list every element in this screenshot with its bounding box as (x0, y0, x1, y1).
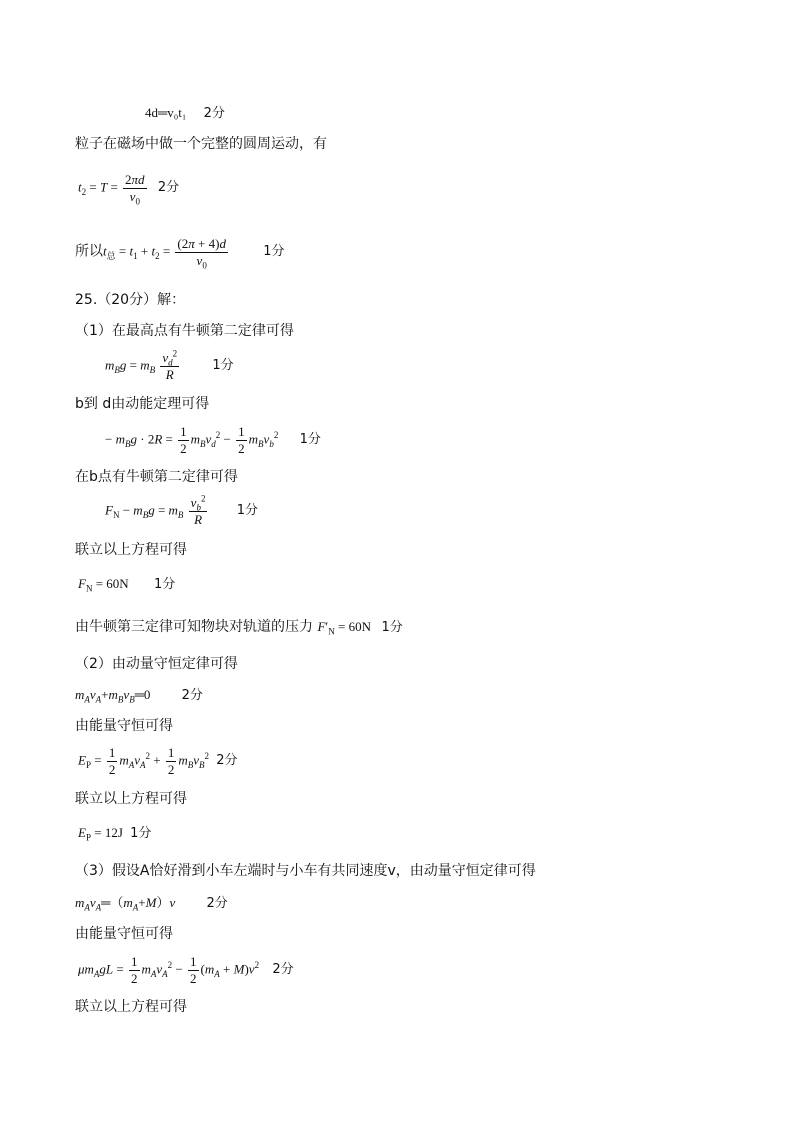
equation-ep-result: $E_P = 12J$ 1分 (78, 825, 152, 843)
text: 由牛顿第三定律可知物块对轨道的压力 (75, 619, 313, 635)
score: 2分 (157, 180, 180, 196)
section-heading: 25.（20分）解： (75, 292, 186, 308)
equation-text: 4d═v₀t₁ (145, 105, 187, 120)
equation-4d-v0t1 (145, 104, 225, 123)
text-line: （1）在最高点有牛顿第二定律可得 (75, 323, 294, 339)
score: 1分 (236, 503, 258, 519)
fraction: $\frac{v_b^2}{R}$ (190, 493, 206, 527)
text-line: （2）由动量守恒定律可得 (75, 656, 238, 672)
score: 1分 (153, 577, 176, 592)
fraction: $\frac{1}{2}$ (238, 424, 245, 456)
value: 12J (104, 825, 123, 840)
score: 2分 (203, 106, 225, 121)
equation-fn-result: $F_N = 60N$ 1分 (78, 576, 176, 594)
fraction: $\frac{1}{2}$ (131, 954, 138, 986)
fraction: $\frac{2\pi d}{v_0}$ (125, 172, 145, 207)
score: 1分 (212, 358, 234, 374)
score: 1分 (130, 826, 152, 841)
text-prefix: 所以 (75, 243, 103, 260)
equation-energy-ep: $E_P$ = $\frac{1}{2}$ $m_Av_A^2$ + $\frac{1}{2}$ $m_Bv_B^2$ 2分 (78, 745, 238, 777)
score: 1分 (299, 432, 321, 448)
equation-t-total: 所以$t_总 = t_1 + t_2$ = $\frac{(2\pi + 4)d}{v_0}$ 1分 (75, 236, 285, 271)
score: 2分 (206, 896, 228, 911)
text-line: （3）假设A恰好滑到小车左端时与小车有共同速度v，由动量守恒定律可得 (75, 863, 536, 879)
fraction: $\frac{1}{2}$ (108, 745, 116, 777)
text-line: 联立以上方程可得 (75, 999, 187, 1015)
equation-friction-energy: $\mu m_AgL$ = $\frac{1}{2}$ $m_Av_A^2$ − $\frac{1}{2}$ $(m_A + M)v^2$ 2分 (78, 954, 294, 986)
fraction: $\frac{1}{2}$ (167, 745, 175, 777)
score: 2分 (216, 753, 238, 769)
fraction: $\frac{1}{2}$ (180, 424, 187, 456)
equation-top-point: $m_Bg = m_B$ $\frac{v_d^2}{R}$ 1分 (105, 348, 234, 382)
fraction: $\frac{v_d^2}{R}$ (162, 348, 178, 382)
equation-t2: $t_2 = T$ = $\frac{2\pi d}{v_0}$ 2分 (78, 172, 180, 207)
equation-momentum-1: $m_Av_A+m_Bv_B═0$ 2分 (75, 687, 203, 705)
score: 1分 (263, 244, 285, 260)
score: 2分 (181, 688, 203, 703)
text-line: 粒子在磁场中做一个完整的圆周运动，有 (75, 136, 327, 152)
text-line: 由能量守恒可得 (75, 718, 173, 734)
value: 60N (106, 576, 129, 591)
score: 2分 (272, 962, 294, 978)
fraction: $\frac{1}{2}$ (190, 954, 197, 986)
fraction: $\frac{(2\pi + 4)d}{v_0}$ (177, 236, 226, 271)
value: 60N (348, 619, 371, 634)
equation-energy-bd: − $m_Bg \cdot 2R$ = $\frac{1}{2}$ $m_Bv_d^2$ − $\frac{1}{2}$ $m_Bv_b^2$ 1分 (105, 424, 321, 456)
text-line: 联立以上方程可得 (75, 542, 187, 558)
text-line: 联立以上方程可得 (75, 791, 187, 807)
text-with-equation: 由牛顿第三定律可知物块对轨道的压力 $F'_N = 60N$ 1分 (75, 619, 403, 637)
text-line: 在b点有牛顿第二定律可得 (75, 469, 238, 485)
text-line: 由能量守恒可得 (75, 926, 173, 942)
text-line: b到 d由动能定理可得 (75, 396, 210, 412)
equation-b-point: $F_N - m_Bg = m_B$ $\frac{v_b^2}{R}$ 1分 (105, 493, 258, 527)
score: 1分 (381, 620, 403, 635)
equation-momentum-2: $m_Av_A═(m_A+M)v$ 2分 (75, 895, 228, 913)
